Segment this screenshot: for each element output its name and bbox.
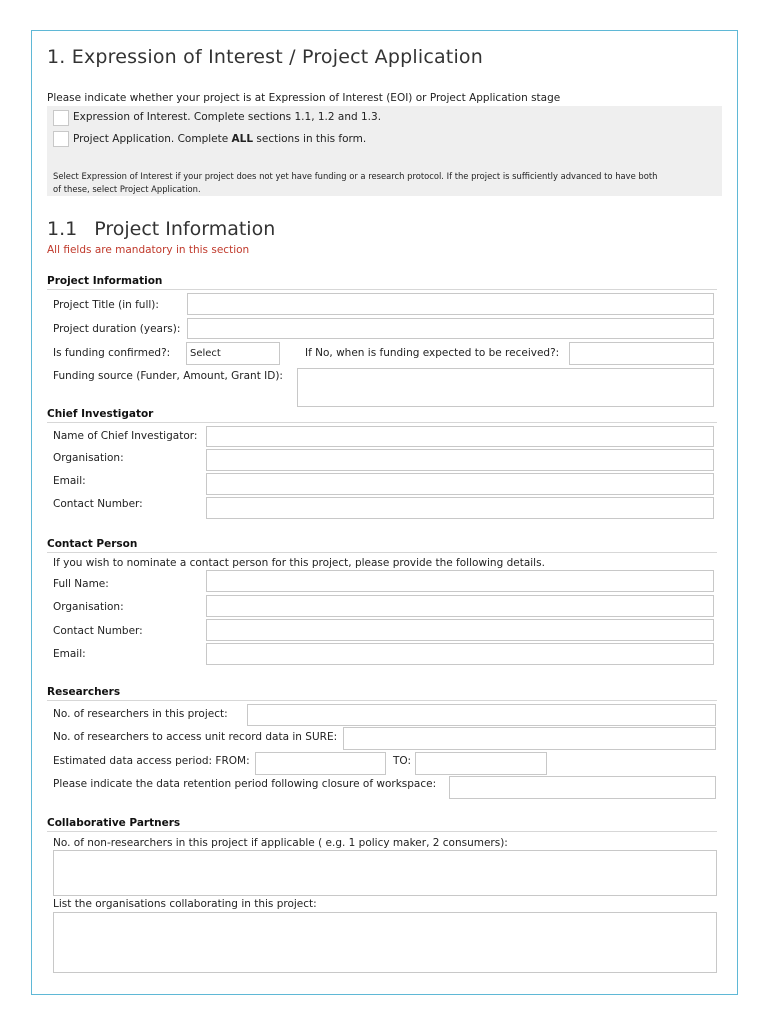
project-application-checkbox[interactable] <box>53 131 69 147</box>
stage-note-line2: of these, select Project Application. <box>53 184 201 194</box>
contact-name-input[interactable] <box>206 570 714 592</box>
eoi-checkbox[interactable] <box>53 110 69 126</box>
data-retention-input[interactable] <box>449 776 716 799</box>
stage-note-line1: Select Expression of Interest if your project does not yet have funding or a research protocol. If the project is sufficiently advanced to have both <box>53 171 658 181</box>
project-duration-label: Project duration (years): <box>53 323 181 335</box>
researcher-access-label: No. of researchers to access unit record data in SURE: <box>53 731 338 743</box>
access-period-from-label: Estimated data access period: FROM: <box>53 755 250 767</box>
contact-person-rule <box>47 552 717 553</box>
access-period-to-label: TO: <box>393 755 412 767</box>
non-researchers-input[interactable] <box>53 850 717 896</box>
contact-person-heading: Contact Person <box>47 538 138 550</box>
project-info-heading: Project Information <box>47 275 163 287</box>
researcher-access-input[interactable] <box>343 727 716 750</box>
chief-email-input[interactable] <box>206 473 714 495</box>
funding-confirmed-select[interactable]: Select <box>186 342 280 365</box>
researcher-count-input[interactable] <box>247 704 716 726</box>
contact-email-input[interactable] <box>206 643 714 665</box>
contact-org-input[interactable] <box>206 595 714 617</box>
chief-email-label: Email: <box>53 475 86 487</box>
pa-text-post: sections in this form. <box>253 133 367 145</box>
chief-investigator-heading: Chief Investigator <box>47 408 154 420</box>
stage-prompt: Please indicate whether your project is at Expression of Interest (EOI) or Project Application stage <box>47 92 561 104</box>
page-title: 1. Expression of Interest / Project Application <box>47 46 483 68</box>
funding-confirmed-label: Is funding confirmed?: <box>53 347 171 359</box>
project-title-input[interactable] <box>187 293 714 315</box>
chief-phone-label: Contact Number: <box>53 498 143 510</box>
access-period-to-input[interactable] <box>415 752 547 775</box>
chief-org-input[interactable] <box>206 449 714 471</box>
contact-org-label: Organisation: <box>53 601 124 613</box>
collaborating-orgs-input[interactable] <box>53 912 717 973</box>
pa-text-bold: ALL <box>231 133 254 145</box>
project-duration-input[interactable] <box>187 318 714 339</box>
pa-text-pre: Project Application. Complete <box>73 133 232 145</box>
funding-expected-label: If No, when is funding expected to be received?: <box>305 347 560 359</box>
eoi-option-label: Expression of Interest. Complete sections 1.1, 1.2 and 1.3. <box>73 111 382 123</box>
project-info-rule <box>47 289 717 290</box>
non-researchers-label: No. of non-researchers in this project if applicable ( e.g. 1 policy maker, 2 consumers): <box>53 837 508 849</box>
access-period-from-input[interactable] <box>255 752 386 775</box>
chief-phone-input[interactable] <box>206 497 714 519</box>
contact-phone-input[interactable] <box>206 619 714 641</box>
funding-source-label: Funding source (Funder, Amount, Grant ID): <box>53 370 283 382</box>
section-heading <box>47 218 275 240</box>
funding-expected-input[interactable] <box>569 342 714 365</box>
project-title-label: Project Title (in full): <box>53 299 159 311</box>
collaborative-partners-heading: Collaborative Partners <box>47 817 181 829</box>
contact-phone-label: Contact Number: <box>53 625 143 637</box>
researchers-rule <box>47 700 717 701</box>
data-retention-label: Please indicate the data retention period following closure of workspace: <box>53 778 437 790</box>
contact-name-label: Full Name: <box>53 578 109 590</box>
researcher-count-label: No. of researchers in this project: <box>53 708 228 720</box>
section-number: 1.1 <box>47 218 78 240</box>
section-title: Project Information <box>94 218 276 240</box>
collaborative-partners-rule <box>47 831 717 832</box>
funding-source-input[interactable] <box>297 368 714 407</box>
chief-name-label: Name of Chief Investigator: <box>53 430 198 442</box>
contact-intro: If you wish to nominate a contact person for this project, please provide the following details. <box>53 557 545 569</box>
collaborating-orgs-label: List the organisations collaborating in this project: <box>53 898 317 910</box>
chief-investigator-rule <box>47 422 717 423</box>
chief-org-label: Organisation: <box>53 452 124 464</box>
contact-email-label: Email: <box>53 648 86 660</box>
project-application-option-label <box>73 133 366 145</box>
researchers-heading: Researchers <box>47 686 121 698</box>
mandatory-note: All fields are mandatory in this section <box>47 244 250 256</box>
chief-name-input[interactable] <box>206 426 714 447</box>
